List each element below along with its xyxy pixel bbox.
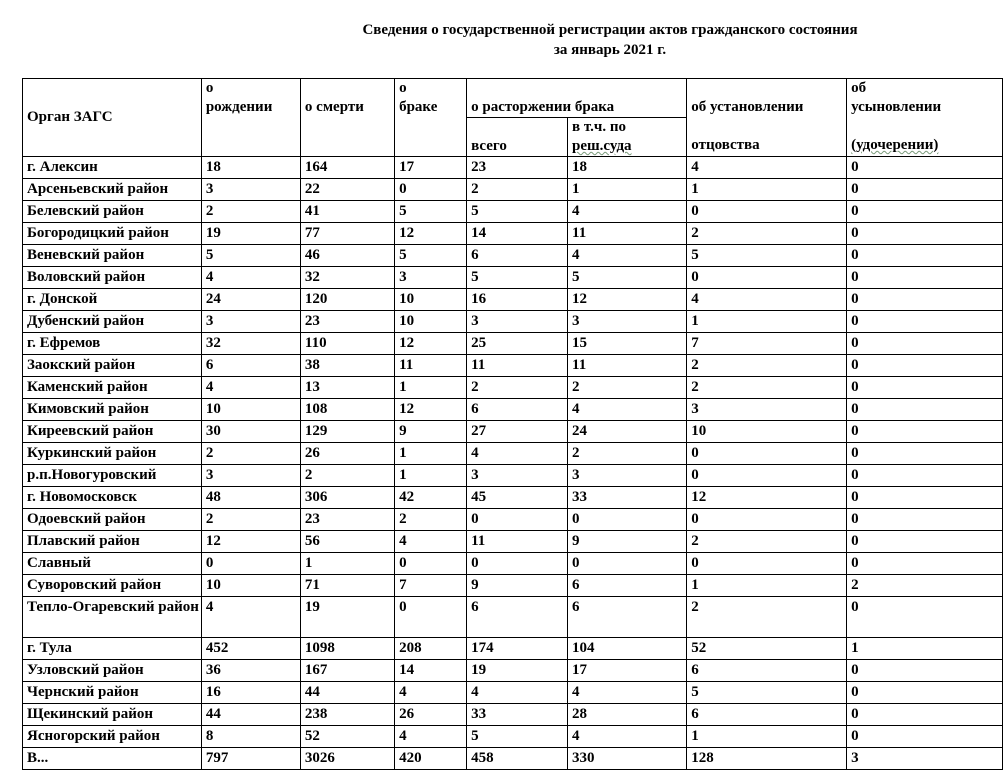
cell-adoption: 0 bbox=[847, 289, 1003, 311]
cell-divorce-court: 17 bbox=[568, 660, 687, 682]
table-row bbox=[23, 267, 1003, 289]
cell-org: г. Алексин bbox=[23, 157, 202, 179]
cell-paternity: 1 bbox=[687, 311, 847, 333]
cell-birth: 48 bbox=[201, 487, 300, 509]
cell-paternity: 0 bbox=[687, 465, 847, 487]
table-row bbox=[23, 531, 1003, 553]
cell-adoption: 0 bbox=[847, 465, 1003, 487]
cell-marriage: 1 bbox=[395, 377, 467, 399]
cell-death: 306 bbox=[300, 487, 394, 509]
cell-divorce-court: 2 bbox=[568, 443, 687, 465]
header-death bbox=[300, 79, 394, 157]
table-row bbox=[23, 311, 1003, 333]
cell-death: 77 bbox=[300, 223, 394, 245]
cell-paternity: 2 bbox=[687, 355, 847, 377]
cell-adoption: 0 bbox=[847, 333, 1003, 355]
cell-divorce-court: 2 bbox=[568, 377, 687, 399]
header-birth bbox=[201, 79, 300, 157]
cell-marriage: 9 bbox=[395, 421, 467, 443]
header-divorce-total-label: всего bbox=[471, 138, 507, 154]
header-marriage-line2: браке bbox=[399, 99, 438, 115]
cell-org: Кимовский район bbox=[23, 399, 202, 421]
table-row bbox=[23, 682, 1003, 704]
header-death-label: о смерти bbox=[304, 99, 364, 115]
cell-paternity: 5 bbox=[687, 682, 847, 704]
cell-adoption: 0 bbox=[847, 179, 1003, 201]
cell-divorce-total: 2 bbox=[467, 377, 568, 399]
cell-death: 120 bbox=[300, 289, 394, 311]
cell-birth: 24 bbox=[201, 289, 300, 311]
cell-marriage: 3 bbox=[395, 267, 467, 289]
cell-org: Плавский район bbox=[23, 531, 202, 553]
document-title bbox=[0, 20, 1003, 60]
cell-divorce-total: 23 bbox=[467, 157, 568, 179]
cell-marriage: 2 bbox=[395, 509, 467, 531]
header-divorce-court-line2: реш.суда bbox=[572, 138, 632, 154]
cell-divorce-court: 1 bbox=[568, 179, 687, 201]
cell-adoption: 0 bbox=[847, 660, 1003, 682]
cell-paternity: 4 bbox=[687, 289, 847, 311]
cell-paternity: 6 bbox=[687, 704, 847, 726]
cell-org: Киреевский район bbox=[23, 421, 202, 443]
cell-paternity: 3 bbox=[687, 399, 847, 421]
cell-org: Одоевский район bbox=[23, 509, 202, 531]
header-divorce-court-line1: в т.ч. по bbox=[572, 119, 626, 135]
table-row bbox=[23, 575, 1003, 597]
header-divorce bbox=[467, 79, 687, 118]
cell-adoption: 0 bbox=[847, 682, 1003, 704]
cell-adoption: 0 bbox=[847, 311, 1003, 333]
header-adoption-line1: об bbox=[851, 80, 867, 96]
cell-divorce-court: 6 bbox=[568, 597, 687, 638]
cell-marriage: 12 bbox=[395, 333, 467, 355]
table-row bbox=[23, 245, 1003, 267]
cell-death: 52 bbox=[300, 726, 394, 748]
header-birth-line1: о bbox=[205, 80, 214, 96]
cell-paternity: 2 bbox=[687, 223, 847, 245]
cell-org: Арсеньевский район bbox=[23, 179, 202, 201]
cell-birth: 4 bbox=[201, 377, 300, 399]
cell-paternity: 6 bbox=[687, 660, 847, 682]
header-paternity-line1: об установлении bbox=[691, 99, 804, 115]
cell-marriage: 0 bbox=[395, 179, 467, 201]
cell-divorce-total: 45 bbox=[467, 487, 568, 509]
cell-adoption: 0 bbox=[847, 267, 1003, 289]
cell-adoption: 0 bbox=[847, 531, 1003, 553]
cell-birth: 44 bbox=[201, 704, 300, 726]
cell-divorce-court: 18 bbox=[568, 157, 687, 179]
cell-org: Веневский район bbox=[23, 245, 202, 267]
cell-divorce-total: 16 bbox=[467, 289, 568, 311]
cell-adoption: 0 bbox=[847, 355, 1003, 377]
cell-adoption: 0 bbox=[847, 223, 1003, 245]
cell-org: Ясногорский район bbox=[23, 726, 202, 748]
cell-death: 19 bbox=[300, 597, 394, 638]
cell-org: Дубенский район bbox=[23, 311, 202, 333]
cell-marriage: 7 bbox=[395, 575, 467, 597]
cell-divorce-court: 6 bbox=[568, 575, 687, 597]
cell-death: 1098 bbox=[300, 638, 394, 660]
cell-divorce-total: 0 bbox=[467, 509, 568, 531]
cell-birth: 4 bbox=[201, 597, 300, 638]
cell-marriage: 0 bbox=[395, 553, 467, 575]
cell-paternity: 1 bbox=[687, 575, 847, 597]
cell-divorce-court: 4 bbox=[568, 201, 687, 223]
cell-death: 13 bbox=[300, 377, 394, 399]
cell-marriage: 10 bbox=[395, 311, 467, 333]
cell-birth: 797 bbox=[201, 748, 300, 770]
cell-org: Заокский район bbox=[23, 355, 202, 377]
cell-adoption: 0 bbox=[847, 487, 1003, 509]
cell-divorce-total: 6 bbox=[467, 399, 568, 421]
cell-org: г. Донской bbox=[23, 289, 202, 311]
cell-divorce-total: 25 bbox=[467, 333, 568, 355]
cell-death: 129 bbox=[300, 421, 394, 443]
cell-divorce-total: 2 bbox=[467, 179, 568, 201]
cell-paternity: 2 bbox=[687, 597, 847, 638]
cell-paternity: 52 bbox=[687, 638, 847, 660]
header-divorce-court bbox=[568, 118, 687, 157]
cell-adoption: 0 bbox=[847, 597, 1003, 638]
cell-org: р.п.Новогуровский bbox=[23, 465, 202, 487]
table-row bbox=[23, 726, 1003, 748]
cell-death: 71 bbox=[300, 575, 394, 597]
header-marriage bbox=[395, 79, 467, 157]
cell-org: Суворовский район bbox=[23, 575, 202, 597]
cell-divorce-total: 9 bbox=[467, 575, 568, 597]
cell-adoption: 0 bbox=[847, 245, 1003, 267]
cell-org: Каменский район bbox=[23, 377, 202, 399]
cell-death: 3026 bbox=[300, 748, 394, 770]
table-row bbox=[23, 443, 1003, 465]
cell-divorce-total: 5 bbox=[467, 726, 568, 748]
cell-adoption: 0 bbox=[847, 377, 1003, 399]
header-adoption-line2: усыновлении bbox=[851, 99, 942, 115]
header-paternity bbox=[687, 79, 847, 157]
cell-org: Славный bbox=[23, 553, 202, 575]
cell-divorce-total: 3 bbox=[467, 465, 568, 487]
cell-birth: 2 bbox=[201, 443, 300, 465]
cell-org: г. Новомосковск bbox=[23, 487, 202, 509]
cell-birth: 10 bbox=[201, 399, 300, 421]
cell-death: 108 bbox=[300, 399, 394, 421]
cell-org: Куркинский район bbox=[23, 443, 202, 465]
cell-paternity: 12 bbox=[687, 487, 847, 509]
cell-paternity: 0 bbox=[687, 509, 847, 531]
header-adoption bbox=[847, 79, 1003, 157]
cell-divorce-total: 33 bbox=[467, 704, 568, 726]
cell-paternity: 1 bbox=[687, 179, 847, 201]
cell-death: 22 bbox=[300, 179, 394, 201]
table-row bbox=[23, 157, 1003, 179]
cell-marriage: 4 bbox=[395, 682, 467, 704]
table-body bbox=[23, 157, 1003, 770]
header-divorce-label: о расторжении брака bbox=[471, 99, 615, 115]
cell-birth: 3 bbox=[201, 465, 300, 487]
cell-marriage: 1 bbox=[395, 443, 467, 465]
cell-org: г. Ефремов bbox=[23, 333, 202, 355]
cell-marriage: 12 bbox=[395, 223, 467, 245]
table-row bbox=[23, 597, 1003, 638]
cell-divorce-court: 4 bbox=[568, 682, 687, 704]
header-org-label: Орган ЗАГС bbox=[27, 109, 113, 125]
cell-adoption: 0 bbox=[847, 201, 1003, 223]
header-marriage-line1: о bbox=[399, 80, 407, 96]
cell-divorce-court: 24 bbox=[568, 421, 687, 443]
cell-adoption: 2 bbox=[847, 575, 1003, 597]
table-row bbox=[23, 179, 1003, 201]
table-row bbox=[23, 553, 1003, 575]
cell-divorce-court: 0 bbox=[568, 553, 687, 575]
cell-birth: 4 bbox=[201, 267, 300, 289]
cell-death: 238 bbox=[300, 704, 394, 726]
table-row bbox=[23, 487, 1003, 509]
table-row bbox=[23, 421, 1003, 443]
registration-table bbox=[22, 78, 1003, 770]
cell-death: 44 bbox=[300, 682, 394, 704]
cell-birth: 5 bbox=[201, 245, 300, 267]
cell-divorce-total: 6 bbox=[467, 245, 568, 267]
cell-marriage: 17 bbox=[395, 157, 467, 179]
cell-marriage: 26 bbox=[395, 704, 467, 726]
cell-marriage: 1 bbox=[395, 465, 467, 487]
cell-marriage: 5 bbox=[395, 245, 467, 267]
cell-marriage: 42 bbox=[395, 487, 467, 509]
cell-divorce-court: 0 bbox=[568, 509, 687, 531]
cell-org: Узловский район bbox=[23, 660, 202, 682]
cell-adoption: 0 bbox=[847, 553, 1003, 575]
cell-divorce-court: 28 bbox=[568, 704, 687, 726]
cell-birth: 32 bbox=[201, 333, 300, 355]
cell-death: 164 bbox=[300, 157, 394, 179]
cell-adoption: 0 bbox=[847, 399, 1003, 421]
cell-paternity: 7 bbox=[687, 333, 847, 355]
cell-divorce-court: 33 bbox=[568, 487, 687, 509]
cell-divorce-court: 9 bbox=[568, 531, 687, 553]
cell-birth: 18 bbox=[201, 157, 300, 179]
cell-divorce-total: 174 bbox=[467, 638, 568, 660]
cell-divorce-total: 5 bbox=[467, 201, 568, 223]
cell-paternity: 128 bbox=[687, 748, 847, 770]
cell-divorce-total: 14 bbox=[467, 223, 568, 245]
cell-adoption: 0 bbox=[847, 726, 1003, 748]
cell-divorce-court: 4 bbox=[568, 399, 687, 421]
cell-death: 23 bbox=[300, 509, 394, 531]
cell-adoption: 1 bbox=[847, 638, 1003, 660]
cell-death: 41 bbox=[300, 201, 394, 223]
cell-marriage: 208 bbox=[395, 638, 467, 660]
cell-divorce-court: 3 bbox=[568, 311, 687, 333]
title-line-2: за январь 2021 г. bbox=[553, 42, 667, 58]
cell-birth: 452 bbox=[201, 638, 300, 660]
cell-marriage: 0 bbox=[395, 597, 467, 638]
cell-death: 38 bbox=[300, 355, 394, 377]
header-adoption-line3: (удочерении) bbox=[851, 137, 939, 153]
table-row bbox=[23, 399, 1003, 421]
cell-paternity: 5 bbox=[687, 245, 847, 267]
table-row bbox=[23, 223, 1003, 245]
header-paternity-line2: отцовства bbox=[691, 137, 760, 153]
table-row bbox=[23, 465, 1003, 487]
cell-org: Богородицкий район bbox=[23, 223, 202, 245]
cell-marriage: 4 bbox=[395, 531, 467, 553]
table-row bbox=[23, 333, 1003, 355]
cell-paternity: 4 bbox=[687, 157, 847, 179]
cell-marriage: 12 bbox=[395, 399, 467, 421]
cell-death: 32 bbox=[300, 267, 394, 289]
cell-divorce-court: 11 bbox=[568, 355, 687, 377]
cell-divorce-court: 4 bbox=[568, 245, 687, 267]
cell-divorce-court: 330 bbox=[568, 748, 687, 770]
cell-divorce-total: 0 bbox=[467, 553, 568, 575]
table-row bbox=[23, 377, 1003, 399]
cell-org: В... bbox=[23, 748, 202, 770]
cell-divorce-court: 15 bbox=[568, 333, 687, 355]
cell-divorce-court: 11 bbox=[568, 223, 687, 245]
cell-birth: 12 bbox=[201, 531, 300, 553]
cell-birth: 0 bbox=[201, 553, 300, 575]
cell-adoption: 0 bbox=[847, 443, 1003, 465]
header-row-top bbox=[23, 79, 1003, 118]
cell-marriage: 420 bbox=[395, 748, 467, 770]
cell-paternity: 0 bbox=[687, 267, 847, 289]
cell-org: Щекинский район bbox=[23, 704, 202, 726]
cell-birth: 6 bbox=[201, 355, 300, 377]
cell-death: 56 bbox=[300, 531, 394, 553]
cell-adoption: 0 bbox=[847, 157, 1003, 179]
cell-adoption: 0 bbox=[847, 509, 1003, 531]
cell-divorce-total: 27 bbox=[467, 421, 568, 443]
cell-death: 26 bbox=[300, 443, 394, 465]
cell-divorce-court: 12 bbox=[568, 289, 687, 311]
cell-divorce-total: 6 bbox=[467, 597, 568, 638]
table-row bbox=[23, 660, 1003, 682]
cell-marriage: 5 bbox=[395, 201, 467, 223]
cell-divorce-court: 104 bbox=[568, 638, 687, 660]
header-divorce-total bbox=[467, 118, 568, 157]
cell-divorce-total: 11 bbox=[467, 355, 568, 377]
cell-paternity: 2 bbox=[687, 377, 847, 399]
cell-divorce-court: 4 bbox=[568, 726, 687, 748]
cell-birth: 3 bbox=[201, 179, 300, 201]
cell-death: 2 bbox=[300, 465, 394, 487]
cell-org: Белевский район bbox=[23, 201, 202, 223]
cell-divorce-court: 5 bbox=[568, 267, 687, 289]
cell-birth: 3 bbox=[201, 311, 300, 333]
cell-divorce-total: 458 bbox=[467, 748, 568, 770]
cell-birth: 2 bbox=[201, 201, 300, 223]
cell-adoption: 0 bbox=[847, 421, 1003, 443]
table-row bbox=[23, 355, 1003, 377]
cell-divorce-total: 11 bbox=[467, 531, 568, 553]
cell-birth: 2 bbox=[201, 509, 300, 531]
cell-death: 46 bbox=[300, 245, 394, 267]
cell-marriage: 14 bbox=[395, 660, 467, 682]
title-line-1: Сведения о государственной регистрации актов гражданского состояния bbox=[362, 22, 858, 38]
table-row bbox=[23, 638, 1003, 660]
cell-death: 1 bbox=[300, 553, 394, 575]
cell-birth: 36 bbox=[201, 660, 300, 682]
cell-org: Тепло-Огаревский район bbox=[23, 597, 202, 638]
cell-marriage: 11 bbox=[395, 355, 467, 377]
header-birth-line2: рождении bbox=[205, 99, 273, 115]
cell-paternity: 10 bbox=[687, 421, 847, 443]
cell-divorce-total: 5 bbox=[467, 267, 568, 289]
table-row bbox=[23, 704, 1003, 726]
table-row bbox=[23, 201, 1003, 223]
cell-marriage: 4 bbox=[395, 726, 467, 748]
cell-death: 167 bbox=[300, 660, 394, 682]
totals-row bbox=[23, 748, 1003, 770]
cell-birth: 19 bbox=[201, 223, 300, 245]
cell-paternity: 0 bbox=[687, 553, 847, 575]
cell-death: 23 bbox=[300, 311, 394, 333]
cell-death: 110 bbox=[300, 333, 394, 355]
cell-birth: 8 bbox=[201, 726, 300, 748]
cell-divorce-court: 3 bbox=[568, 465, 687, 487]
cell-marriage: 10 bbox=[395, 289, 467, 311]
cell-paternity: 1 bbox=[687, 726, 847, 748]
cell-paternity: 0 bbox=[687, 201, 847, 223]
cell-paternity: 0 bbox=[687, 443, 847, 465]
cell-org: Чернский район bbox=[23, 682, 202, 704]
cell-adoption: 3 bbox=[847, 748, 1003, 770]
cell-org: г. Тула bbox=[23, 638, 202, 660]
cell-adoption: 0 bbox=[847, 704, 1003, 726]
cell-paternity: 2 bbox=[687, 531, 847, 553]
header-org bbox=[23, 79, 202, 157]
table-row bbox=[23, 509, 1003, 531]
cell-birth: 16 bbox=[201, 682, 300, 704]
cell-divorce-total: 3 bbox=[467, 311, 568, 333]
cell-org: Воловский район bbox=[23, 267, 202, 289]
cell-divorce-total: 4 bbox=[467, 682, 568, 704]
cell-divorce-total: 4 bbox=[467, 443, 568, 465]
cell-divorce-total: 19 bbox=[467, 660, 568, 682]
cell-birth: 30 bbox=[201, 421, 300, 443]
table-row bbox=[23, 289, 1003, 311]
cell-birth: 10 bbox=[201, 575, 300, 597]
